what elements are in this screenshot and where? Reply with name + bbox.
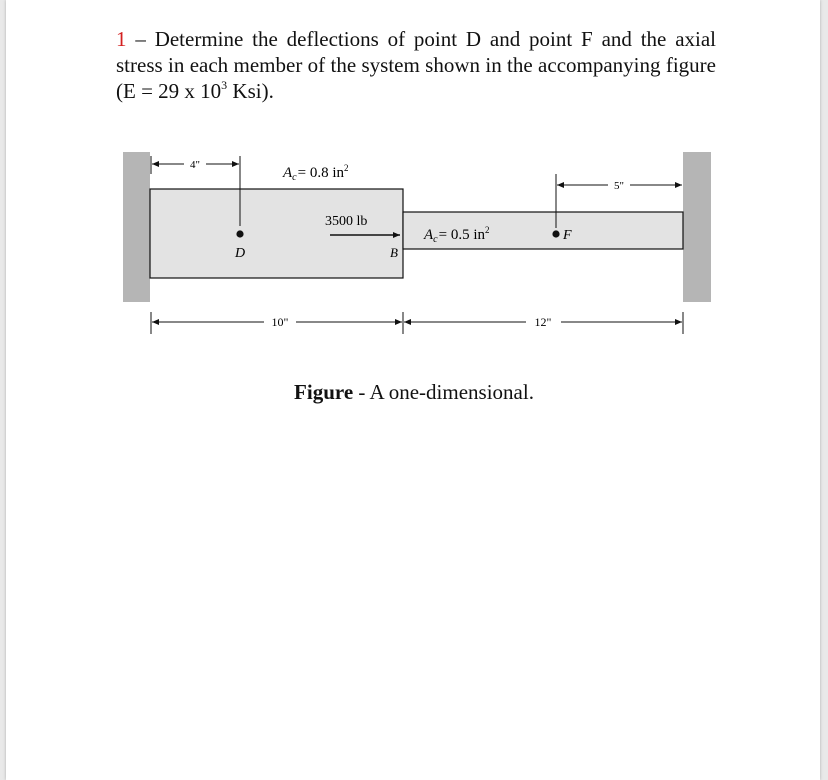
problem-exponent: 3 bbox=[221, 78, 228, 92]
point-d-label: D bbox=[234, 246, 246, 261]
caption-bold: Figure bbox=[294, 380, 354, 404]
area-right-label: $A_c= 0.5$ $in^2$ bbox=[424, 225, 490, 245]
dim-top-left-label: 4" bbox=[190, 159, 200, 171]
left-wall bbox=[123, 152, 150, 302]
area-left-label: $A_c= 0.8$ $in^2$ bbox=[283, 163, 349, 183]
right-wall bbox=[683, 152, 711, 302]
thick-bar-segment bbox=[150, 189, 403, 278]
dim-bottom-right-label: 12" bbox=[534, 315, 552, 329]
caption-text: - A one-dimensional. bbox=[353, 380, 534, 404]
load-label: 3500 lb bbox=[325, 214, 368, 229]
problem-dash: – bbox=[135, 27, 146, 51]
figure-caption bbox=[0, 380, 828, 405]
dim-bottom-left-label: 10" bbox=[271, 315, 289, 329]
problem-text: Determine the deflections of point D and point F and the axial stress in each member of the system shown in the accompanying figure (E = 29 x 10 bbox=[116, 27, 717, 103]
problem-number: 1 bbox=[116, 27, 127, 51]
problem-tail: Ksi). bbox=[227, 79, 274, 103]
point-f-label: F bbox=[563, 228, 572, 243]
point-f-dot bbox=[552, 230, 559, 237]
point-d-dot bbox=[236, 230, 243, 237]
dim-top-right-label: 5" bbox=[614, 180, 624, 192]
point-b-label: B bbox=[390, 245, 398, 260]
